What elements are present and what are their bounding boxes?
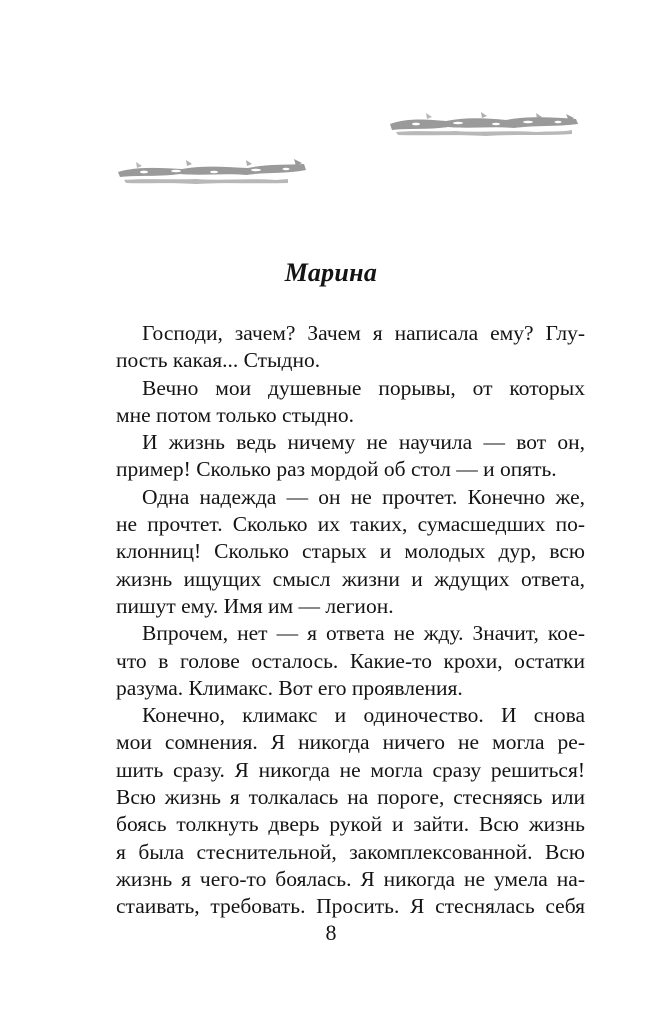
text-line: И жизнь ведь ничему не научила — вот он, — [142, 430, 585, 455]
text-line: Вечно мои душевные порывы, от которых — [142, 375, 585, 400]
text-line: мне потом только стыдно. — [116, 402, 354, 427]
page-number: 8 — [325, 920, 337, 945]
brush-stroke-ornament-left — [116, 156, 308, 186]
brush-stroke-ornament-top — [386, 110, 581, 138]
text-line: я была стеснительной, закомплексованной. Всю — [116, 839, 585, 864]
text-line: боясь толкнуть дверь рукой и зайти. Всю жизнь — [116, 812, 585, 837]
text-line: разума. Климакс. Вот его проявления. — [116, 675, 463, 700]
text-line: пишут ему. Имя им — легион. — [116, 593, 394, 618]
text-line: шить сразу. Я никогда не могла сразу решиться! — [116, 757, 585, 782]
text-line: Одна надежда — он не прочтет. Конечно же, — [142, 484, 585, 509]
text-line: Господи, зачем? Зачем я написала ему? Глу- — [142, 321, 585, 345]
text-line: жизнь ищущих смысл жизни и ждущих ответа, — [116, 566, 585, 591]
chapter-title: Марина — [284, 258, 378, 287]
text-line: клонниц! Сколько старых и молодых дур, всю — [116, 539, 585, 564]
text-line: что в голове осталось. Какие-то крохи, остатки — [116, 648, 585, 673]
text-line: пость какая... Стыдно. — [116, 348, 321, 373]
text-line: Всю жизнь я толкалась на пороге, стесняясь или — [116, 785, 585, 810]
text-line: не прочтет. Сколько их таких, сумасшедших по- — [116, 512, 585, 537]
text-line: Впрочем, нет — я ответа не жду. Значит, кое- — [142, 621, 585, 646]
chapter-body-text — [116, 320, 585, 921]
text-line: жизнь я чего-то боялась. Я никогда не умела на- — [116, 866, 585, 891]
text-line: стаивать, требовать. Просить. Я стеснялась себя — [116, 894, 585, 919]
text-line: пример! Сколько раз мордой об стол — и опять. — [116, 457, 557, 482]
text-line: мои сомнения. Я никогда ничего не могла ре- — [116, 730, 585, 755]
text-line: Конечно, климакс и одиночество. И снова — [142, 703, 585, 728]
